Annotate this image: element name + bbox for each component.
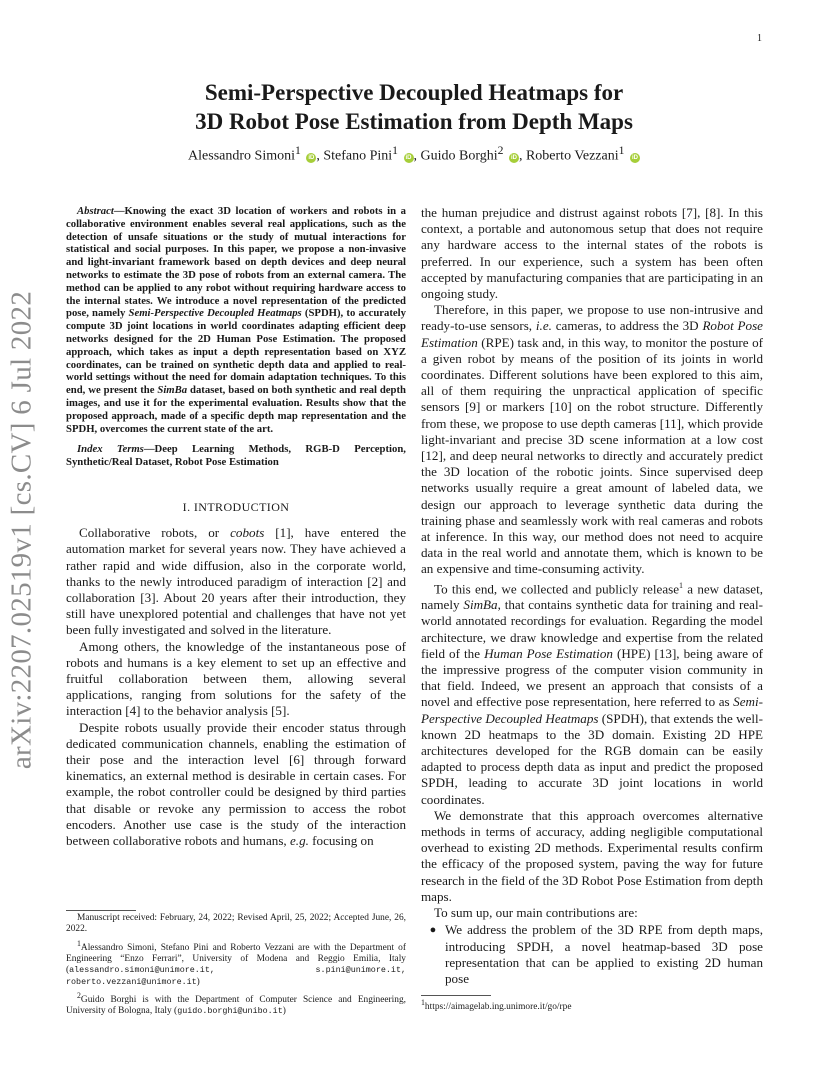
body-paragraph: the human prejudice and distrust against robots [7], [8]. In this context, a portable and autonomous setup that does not require any hardware access to the internal states of the robots is preferred. In our experience, such a system has been often accepted by manufacturing companies that are participating in an ongoing study. [421,205,763,302]
title-line-2: 3D Robot Pose Estimation from Depth Maps [195,109,633,134]
abstract-text: —Knowing the exact 3D location of workers and robots in a collaborative environment enables several real applications, such as the detection of unsafe situations or the study of mutual interactions for statistical and social purposes. In this paper, we propose a non-invasive and light-invariant framework based on depth devices and deep neural networks to estimate the 3D pose of robots from an external camera. The method can be applied to any robot without requiring hardware access to the internal states. We introduce a novel representation of the predicted pose, namely [66,205,406,320]
body-text: [1], have entered the automation market for several years now. They have achieved a rather rapid and wide diffusion, also in the corporate world, thanks to the newly introduced paradigm of interaction [2] and collaboration [3]. About 20 years after their introduction, they still have unexplored potential and challenges that have not yet been fully investigated and solved in the literature. [66,525,406,638]
body-paragraph [66,720,406,850]
body-italic: Human Pose Estimation [484,645,613,661]
abstract [66,205,406,435]
body-paragraph: To sum up, our main contributions are: [434,905,638,921]
body-text: Collaborative robots, or [79,525,231,541]
footnote-text: Guido Borghi is with the Department of Computer Science and Engineering, University of Bologna, Italy ( [66,995,406,1017]
abstract-italic: SimBa [157,384,188,397]
abstract-text: (SPDH), to accurately compute 3D joint locations in world coordinates adapting efficient deep networks designed for the 2D Human Pose Estimation. The proposed approach, which takes as input a depth representation based on XYZ coordinates, can be trained on synthetic depth data and applied to real-world settings without the need for domain adaptation techniques. To this end, we present the [66,307,406,397]
author-name: Roberto Vezzani [525,148,619,164]
project-url-link[interactable]: https://aimagelab.ing.unimore.it/go/rpe [424,1002,572,1013]
orcid-icon[interactable]: iD [510,154,517,161]
body-text: (RPE) task and, in this way, to monitor the posture of a given robot by means of the position of its joints in world coordinates. Different solutions have been explored to this aim, all of them requiring the unpractical application of specific sensors [9] or markers [10] on the robot structure. Differently from these, we propose to use depth cameras [11], which provide light-invariant and precise 3D scene information at a low cost [12], and deep neural networks to directly and accurately predict the 3D location of the robotic joints. Since supervised deep networks usually require a great amount of labeled data, we design our approach to leverage synthetic data during the training phase and seamlessly work with real cameras and robots at inference. In this way, our method does not need to acquire data in the real world and annotate them, which is known to be an expensive and time-consuming activity. [421,334,763,577]
footnote-affiliation-1: $^1$Alessandro Simoni, Stefano Pini and Roberto Vezzani are with the Department of Engineering “Enzo Ferrari”, University of Modena and Reggio Emilia, Italy (alessandro.simoni@unimore.it, s.pini@unimore.it, roberto.vezzani@unimore.it) [66,938,406,987]
paper-title [100,78,728,136]
body-paragraph: We demonstrate that this approach overcomes alternative methods in terms of accuracy, adding negligible computational overhead to existing 2D methods. Experimental results confirm the efficacy of the proposed system, paving the way for future research in the field of the 3D Robot Pose Estimation from depth maps. [421,807,763,904]
arxiv-stamp [2,290,42,770]
footnote-rule [66,910,136,911]
footnote-text: ) [196,976,200,987]
body-paragraph [421,302,763,577]
page-number: 1 [757,33,762,44]
body-text: (HPE) [13], being aware of the impressive progress of the computer vision community in that field. Indeed, we present an approach that consists of a novel and effective pose representation, here referred to as [421,645,763,710]
author-name: Stefano Pini [323,148,393,164]
author-name: Alessandro Simoni [188,148,295,164]
author-affiliation: 2 [497,144,504,157]
bullet-icon: ● [429,924,437,937]
title-line-1: Semi-Perspective Decoupled Heatmaps for [204,80,624,105]
body-italic: i.e. [535,318,552,334]
body-text: To this end, we collected and publicly release [434,581,680,597]
body-text: focusing on [308,833,374,848]
index-terms [66,443,406,469]
body-text: Therefore, in this paper, we propose to use non-intrusive and ready-to-use sensors, [421,302,763,334]
index-terms-text: —Deep Learning Methods, RGB-D Perception, Synthetic/Real Dataset, Robot Pose Estimation [66,443,406,469]
arxiv-stamp-text: arXiv:2207.02519v1 [cs.CV] 6 Jul 2022 [5,290,38,770]
footnote-text: Alessandro Simoni, Stefano Pini and Roberto Vezzani are with the Department of Engineering “Enzo Ferrari”, University of Modena and Reggio Emilia, Italy ( [66,942,406,976]
body-italic: e.g. [289,833,309,848]
body-paragraph [66,525,406,638]
section-heading: I. INTRODUCTION [182,499,290,514]
left-column [66,205,406,849]
footnote-marker: 1 [679,580,684,590]
orcid-icon[interactable]: iD [308,154,315,161]
footnote-affiliation-2: $^2$Guido Borghi is with the Department of Computer Science and Engineering, University of Bologna, Italy (guido.borghi@unibo.it) [66,990,406,1017]
email-link[interactable]: alessandro.simoni@unimore.it, s.pini@unimore.it, roberto.vezzani@unimore.it [66,965,406,987]
abstract-italic: Semi-Perspective Decoupled Heatmaps [128,307,302,320]
body-text: a new dataset, namely [421,581,763,613]
footnote-text: ) [282,1006,286,1017]
body-text: (SPDH), that extends the well-known 2D heatmaps to the 3D domain. Existing 2D HPE architectures developed for the RGB domain can be easily adapted to process depth data as input and predict the proposed SPDH, leading to accurate 3D joint locations in world coordinates. [421,710,763,807]
index-terms-lead: Index Terms [77,443,144,456]
left-footnotes [66,913,406,1020]
abstract-lead: Abstract [77,205,114,217]
bullet-text: We address the problem of the 3D RPE from depth maps, introducing SPDH, a novel heatmap-based 3D pose representation that can be applied to existing 2D human pose [445,922,763,986]
body-italic: Robot Pose Estimation [421,318,763,350]
abstract-text: dataset, based on both synthetic and real depth images, and use it for the experimental evaluation. Results show that the proposed approach, made of a specific depth map representation and the SPDH, overcomes the current state of the art. [66,384,406,435]
author-name: Guido Borghi [420,148,498,164]
author-affiliation: 1 [392,144,398,157]
footnote-rule [421,995,491,996]
right-footnote: $^1$https://aimagelab.ing.unimore.it/go/rpe [421,998,572,1013]
body-paragraph [421,578,763,808]
author-list: Alessandro Simoni$^1$ iD , Stefano Pini$^1$ iD , Guido Borghi$^2$ iD , Roberto Vezzani$^1$ iD [188,144,638,164]
body-text: , that contains synthetic data for training and real-world annotated recordings for evaluation. Regarding the model architecture, we draw knowledge and expertise from the related field of the [421,597,763,661]
body-paragraph: Among others, the knowledge of the instantaneous pose of robots and humans is a key element to set up an effective and fruitful collaboration between them, allowing several applications, ranging from solutions for the safety of the interaction [4] to the behavior analysis [5]. [66,638,406,719]
body-italic: Semi-Perspective Decoupled Heatmaps [421,694,763,726]
manuscript-note: Manuscript received: February, 24, 2022; Revised April, 25, 2022; Accepted June, 26, 2022. [66,913,406,935]
orcid-icon[interactable]: iD [631,154,638,161]
right-column [421,205,763,987]
body-text: cameras, to address the 3D [551,318,703,334]
contribution-bullet [421,922,763,987]
email-link[interactable]: guido.borghi@unibo.it [177,1006,283,1017]
orcid-icon[interactable]: iD [405,154,412,161]
body-italic: SimBa [463,597,498,613]
body-italic: cobots [230,525,265,541]
author-affiliation: 1 [618,144,625,157]
body-text: Despite robots usually provide their encoder status through dedicated communication channels, enabling the estimation of their pose and the interaction level [6] through forward kinematics, an external method is desirable in certain cases. For example, the robot controller could be designed by third parties that disable or revoke any permission to access the robot encoders. Another use case is the study of the interaction between collaborative robots and humans, [66,719,406,848]
author-affiliation: 1 [295,144,301,157]
